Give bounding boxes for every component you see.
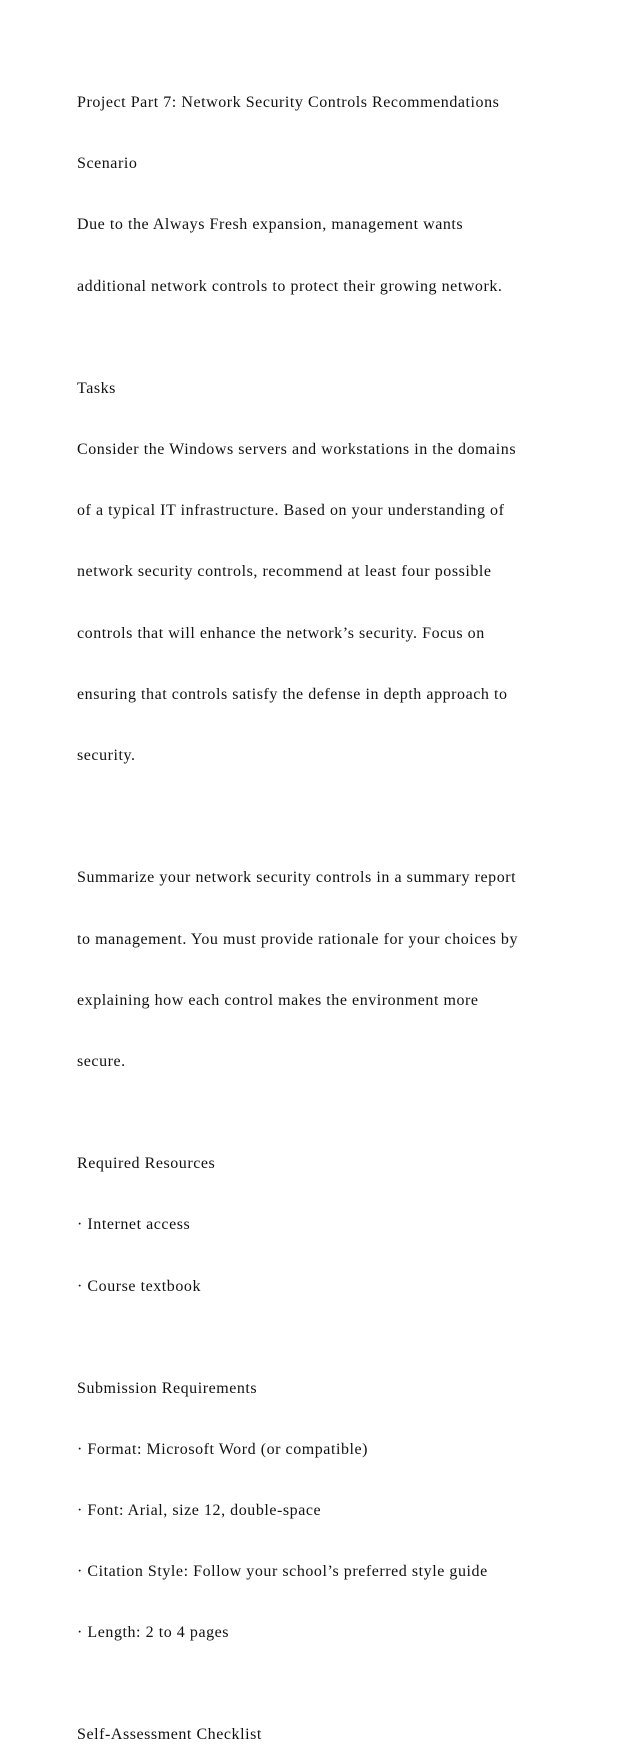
scenario-line: Due to the Always Fresh expansion, management wants [77, 216, 464, 234]
tasks-line: controls that will enhance the network’s security. Focus on [77, 624, 485, 642]
scenario-text [77, 175, 617, 338]
required-resources-list [77, 1174, 617, 1337]
list-item: · Course textbook [77, 1277, 201, 1295]
list-item: · Font: Arial, size 12, double-space [77, 1501, 322, 1519]
list-item: · Format: Microsoft Word (or compatible) [77, 1440, 369, 1458]
document-page [77, 93, 617, 1746]
tasks-line: explaining how each control makes the environment more [77, 991, 479, 1009]
tasks-line: secure. [77, 1053, 126, 1071]
required-resources-heading: Required Resources [77, 1155, 216, 1173]
list-item: · Citation Style: Follow your school’s preferred style guide [77, 1563, 488, 1581]
scenario-heading: Scenario [77, 155, 138, 173]
list-item: · Internet access [77, 1216, 191, 1234]
tasks-line: ensuring that controls satisfy the defense in depth approach to [77, 685, 508, 703]
tasks-line: Consider the Windows servers and workstations in the domains [77, 440, 517, 458]
tasks-paragraph-1 [77, 399, 617, 807]
tasks-line: of a typical IT infrastructure. Based on your understanding of [77, 502, 505, 520]
scenario-line: additional network controls to protect their growing network. [77, 277, 503, 295]
tasks-heading: Tasks [77, 379, 116, 397]
tasks-line: network security controls, recommend at least four possible [77, 563, 492, 581]
document-title: Project Part 7: Network Security Controls Recommendations [77, 94, 500, 111]
self-assessment-heading: Self-Assessment Checklist [77, 1726, 262, 1744]
tasks-line: security. [77, 746, 136, 764]
submission-requirements-list [77, 1399, 617, 1685]
submission-requirements-heading: Submission Requirements [77, 1379, 258, 1397]
tasks-paragraph-2 [77, 828, 617, 1114]
tasks-line: Summarize your network security controls in a summary report [77, 869, 517, 887]
list-item: · Length: 2 to 4 pages [77, 1624, 230, 1642]
tasks-line: to management. You must provide rationale for your choices by [77, 930, 519, 948]
